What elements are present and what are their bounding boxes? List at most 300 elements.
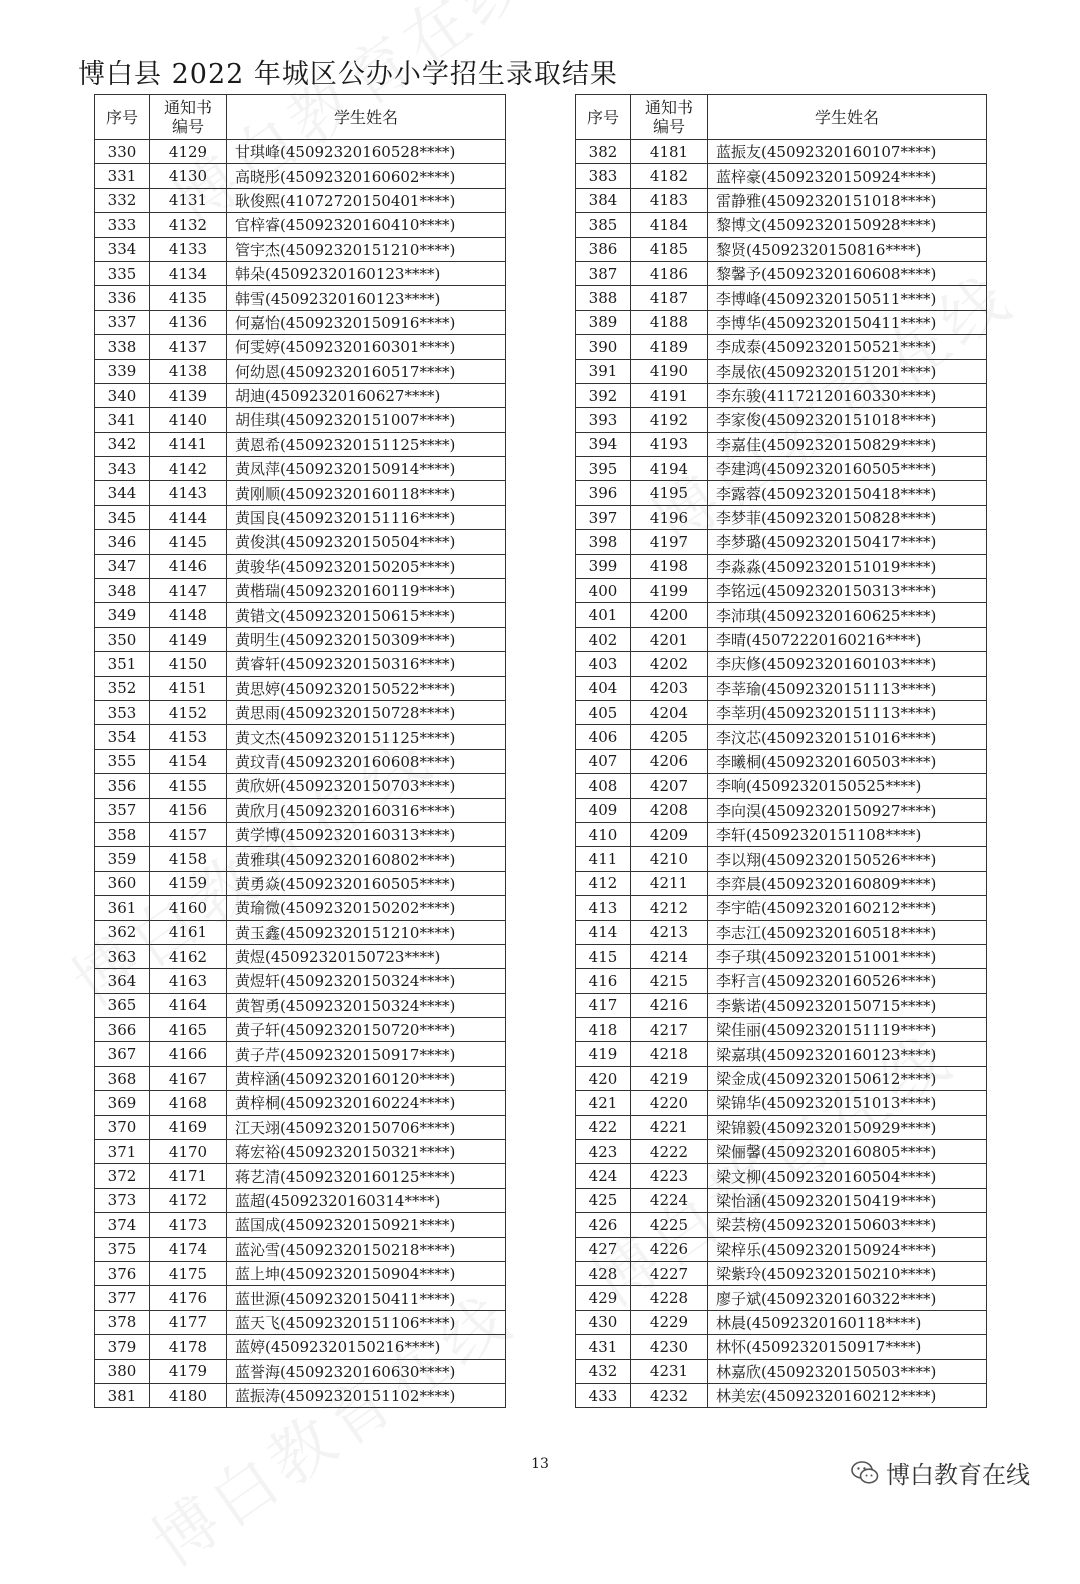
cell-student-name: 黎博文(45092320150928****) xyxy=(708,213,987,237)
table-row xyxy=(576,749,987,773)
cell-student-name: 黄错文(45092320150615****) xyxy=(227,603,506,627)
table-row xyxy=(576,310,987,334)
table-row xyxy=(576,1237,987,1261)
table-body-right xyxy=(576,140,987,1408)
cell-seq: 427 xyxy=(576,1237,631,1261)
cell-seq: 346 xyxy=(95,530,150,554)
cell-notice-number: 4195 xyxy=(631,481,708,505)
cell-notice-number: 4228 xyxy=(631,1286,708,1310)
header-seq: 序号 xyxy=(95,95,150,140)
admission-table-right xyxy=(575,94,987,1408)
cell-notice-number: 4212 xyxy=(631,896,708,920)
cell-seq: 418 xyxy=(576,1018,631,1042)
table-row xyxy=(576,164,987,188)
cell-notice-number: 4188 xyxy=(631,310,708,334)
table-row xyxy=(576,993,987,1017)
cell-student-name: 黄凤萍(45092320150914****) xyxy=(227,457,506,481)
cell-student-name: 李子琪(45092320151001****) xyxy=(708,944,987,968)
table-row xyxy=(95,944,506,968)
cell-seq: 386 xyxy=(576,237,631,261)
cell-notice-number: 4154 xyxy=(150,749,227,773)
cell-student-name: 李籽言(45092320160526****) xyxy=(708,969,987,993)
table-row xyxy=(95,1188,506,1212)
cell-seq: 363 xyxy=(95,944,150,968)
cell-notice-number: 4214 xyxy=(631,944,708,968)
table-row xyxy=(95,359,506,383)
table-row xyxy=(576,579,987,603)
cell-student-name: 蓝婷(45092320150216****) xyxy=(227,1335,506,1359)
table-row xyxy=(95,408,506,432)
cell-student-name: 管宇杰(45092320151210****) xyxy=(227,237,506,261)
cell-student-name: 梁嘉琪(45092320160123****) xyxy=(708,1042,987,1066)
table-row xyxy=(576,261,987,285)
cell-notice-number: 4230 xyxy=(631,1335,708,1359)
table-row xyxy=(576,700,987,724)
cell-student-name: 黄睿轩(45092320150316****) xyxy=(227,652,506,676)
cell-student-name: 黎馨予(45092320160608****) xyxy=(708,261,987,285)
cell-student-name: 黄欣月(45092320160316****) xyxy=(227,798,506,822)
header-notice-line2: 编号 xyxy=(171,117,204,136)
cell-student-name: 高晓彤(45092320160602****) xyxy=(227,164,506,188)
cell-notice-number: 4186 xyxy=(631,261,708,285)
header-student-name: 学生姓名 xyxy=(227,95,506,140)
cell-seq: 388 xyxy=(576,286,631,310)
wechat-icon xyxy=(850,1460,880,1486)
cell-student-name: 雷静雅(45092320151018****) xyxy=(708,188,987,212)
cell-notice-number: 4138 xyxy=(150,359,227,383)
table-row xyxy=(576,1164,987,1188)
cell-student-name: 李梦璐(45092320150417****) xyxy=(708,530,987,554)
cell-student-name: 蓝振涛(45092320151102****) xyxy=(227,1383,506,1407)
table-row xyxy=(576,457,987,481)
cell-notice-number: 4143 xyxy=(150,481,227,505)
cell-seq: 409 xyxy=(576,798,631,822)
table-row xyxy=(576,725,987,749)
table-row xyxy=(95,286,506,310)
cell-notice-number: 4229 xyxy=(631,1310,708,1334)
cell-student-name: 李紫诺(45092320150715****) xyxy=(708,993,987,1017)
table-row xyxy=(95,896,506,920)
cell-student-name: 黄子轩(45092320150720****) xyxy=(227,1018,506,1042)
cell-notice-number: 4198 xyxy=(631,554,708,578)
cell-seq: 341 xyxy=(95,408,150,432)
cell-student-name: 黄欣妍(45092320150703****) xyxy=(227,774,506,798)
cell-notice-number: 4147 xyxy=(150,579,227,603)
cell-notice-number: 4220 xyxy=(631,1091,708,1115)
table-row xyxy=(576,1383,987,1407)
cell-notice-number: 4184 xyxy=(631,213,708,237)
cell-seq: 376 xyxy=(95,1261,150,1285)
cell-seq: 385 xyxy=(576,213,631,237)
cell-student-name: 黄明生(45092320150309****) xyxy=(227,627,506,651)
cell-notice-number: 4151 xyxy=(150,676,227,700)
cell-notice-number: 4197 xyxy=(631,530,708,554)
cell-student-name: 李博峰(45092320150511****) xyxy=(708,286,987,310)
cell-notice-number: 4183 xyxy=(631,188,708,212)
cell-seq: 359 xyxy=(95,847,150,871)
cell-seq: 428 xyxy=(576,1261,631,1285)
cell-seq: 343 xyxy=(95,457,150,481)
cell-student-name: 李东骏(41172120160330****) xyxy=(708,383,987,407)
cell-student-name: 李曦桐(45092320160503****) xyxy=(708,749,987,773)
cell-seq: 400 xyxy=(576,579,631,603)
table-row xyxy=(576,286,987,310)
cell-seq: 394 xyxy=(576,432,631,456)
cell-notice-number: 4159 xyxy=(150,871,227,895)
cell-student-name: 韩朵(45092320160123****) xyxy=(227,261,506,285)
cell-seq: 390 xyxy=(576,335,631,359)
cell-notice-number: 4199 xyxy=(631,579,708,603)
cell-notice-number: 4168 xyxy=(150,1091,227,1115)
cell-seq: 356 xyxy=(95,774,150,798)
cell-notice-number: 4158 xyxy=(150,847,227,871)
cell-seq: 335 xyxy=(95,261,150,285)
cell-seq: 423 xyxy=(576,1140,631,1164)
cell-seq: 402 xyxy=(576,627,631,651)
cell-seq: 364 xyxy=(95,969,150,993)
cell-seq: 339 xyxy=(95,359,150,383)
cell-seq: 379 xyxy=(95,1335,150,1359)
cell-notice-number: 4177 xyxy=(150,1310,227,1334)
table-row xyxy=(576,505,987,529)
table-row xyxy=(95,1286,506,1310)
cell-notice-number: 4141 xyxy=(150,432,227,456)
cell-seq: 398 xyxy=(576,530,631,554)
cell-seq: 389 xyxy=(576,310,631,334)
cell-notice-number: 4201 xyxy=(631,627,708,651)
table-row xyxy=(576,603,987,627)
cell-student-name: 李梦菲(45092320150828****) xyxy=(708,505,987,529)
cell-seq: 338 xyxy=(95,335,150,359)
cell-seq: 426 xyxy=(576,1213,631,1237)
table-row xyxy=(95,920,506,944)
cell-seq: 377 xyxy=(95,1286,150,1310)
cell-seq: 382 xyxy=(576,140,631,164)
table-row xyxy=(95,871,506,895)
table-row xyxy=(95,1310,506,1334)
table-row xyxy=(95,140,506,164)
table-row xyxy=(95,261,506,285)
cell-student-name: 黄思婷(45092320150522****) xyxy=(227,676,506,700)
cell-notice-number: 4210 xyxy=(631,847,708,871)
cell-student-name: 黄瑜微(45092320150202****) xyxy=(227,896,506,920)
table-row xyxy=(95,603,506,627)
cell-student-name: 李志江(45092320160518****) xyxy=(708,920,987,944)
cell-notice-number: 4205 xyxy=(631,725,708,749)
table-row xyxy=(95,1091,506,1115)
cell-student-name: 李弈晨(45092320160809****) xyxy=(708,871,987,895)
header-student-name: 学生姓名 xyxy=(708,95,987,140)
cell-seq: 330 xyxy=(95,140,150,164)
cell-student-name: 甘琪峰(45092320160528****) xyxy=(227,140,506,164)
cell-student-name: 李宇皓(45092320160212****) xyxy=(708,896,987,920)
table-row xyxy=(95,1140,506,1164)
cell-notice-number: 4208 xyxy=(631,798,708,822)
cell-seq: 336 xyxy=(95,286,150,310)
cell-seq: 384 xyxy=(576,188,631,212)
cell-notice-number: 4217 xyxy=(631,1018,708,1042)
cell-notice-number: 4140 xyxy=(150,408,227,432)
table-row xyxy=(576,1335,987,1359)
cell-notice-number: 4132 xyxy=(150,213,227,237)
cell-student-name: 胡迪(45092320160627****) xyxy=(227,383,506,407)
cell-seq: 387 xyxy=(576,261,631,285)
cell-seq: 358 xyxy=(95,822,150,846)
cell-seq: 342 xyxy=(95,432,150,456)
cell-seq: 391 xyxy=(576,359,631,383)
brand-name: 博白教育在线 xyxy=(886,1461,1030,1489)
cell-notice-number: 4160 xyxy=(150,896,227,920)
cell-seq: 331 xyxy=(95,164,150,188)
cell-notice-number: 4222 xyxy=(631,1140,708,1164)
table-row xyxy=(576,1310,987,1334)
cell-notice-number: 4146 xyxy=(150,554,227,578)
table-header-row xyxy=(95,95,506,140)
table-row xyxy=(576,1066,987,1090)
cell-student-name: 黄智勇(45092320150324****) xyxy=(227,993,506,1017)
table-row xyxy=(95,774,506,798)
table-row xyxy=(95,627,506,651)
cell-student-name: 黄梓涵(45092320160120****) xyxy=(227,1066,506,1090)
table-row xyxy=(576,944,987,968)
table-row xyxy=(95,1237,506,1261)
cell-seq: 420 xyxy=(576,1066,631,1090)
cell-student-name: 黎贤(45092320150816****) xyxy=(708,237,987,261)
cell-notice-number: 4145 xyxy=(150,530,227,554)
cell-notice-number: 4173 xyxy=(150,1213,227,1237)
table-row xyxy=(95,676,506,700)
cell-student-name: 江天翊(45092320150706****) xyxy=(227,1115,506,1139)
cell-student-name: 李响(45092320150525****) xyxy=(708,774,987,798)
cell-seq: 381 xyxy=(95,1383,150,1407)
cell-seq: 410 xyxy=(576,822,631,846)
table-row xyxy=(576,1213,987,1237)
table-row xyxy=(95,188,506,212)
cell-seq: 340 xyxy=(95,383,150,407)
cell-seq: 411 xyxy=(576,847,631,871)
cell-seq: 349 xyxy=(95,603,150,627)
cell-student-name: 廖子斌(45092320160322****) xyxy=(708,1286,987,1310)
cell-seq: 413 xyxy=(576,896,631,920)
cell-student-name: 李嘉佳(45092320150829****) xyxy=(708,432,987,456)
table-row xyxy=(95,1066,506,1090)
cell-seq: 422 xyxy=(576,1115,631,1139)
cell-student-name: 蓝梓豪(45092320150924****) xyxy=(708,164,987,188)
table-row xyxy=(95,798,506,822)
table-row xyxy=(576,920,987,944)
cell-student-name: 林晨(45092320160118****) xyxy=(708,1310,987,1334)
cell-seq: 397 xyxy=(576,505,631,529)
cell-student-name: 何幼恩(45092320160517****) xyxy=(227,359,506,383)
table-row xyxy=(95,164,506,188)
table-row xyxy=(95,579,506,603)
cell-seq: 372 xyxy=(95,1164,150,1188)
cell-seq: 396 xyxy=(576,481,631,505)
cell-seq: 374 xyxy=(95,1213,150,1237)
cell-student-name: 蓝沁雪(45092320150218****) xyxy=(227,1237,506,1261)
table-row xyxy=(576,188,987,212)
cell-student-name: 黄煜轩(45092320150324****) xyxy=(227,969,506,993)
cell-student-name: 李庆修(45092320160103****) xyxy=(708,652,987,676)
cell-seq: 399 xyxy=(576,554,631,578)
table-row xyxy=(95,1018,506,1042)
cell-notice-number: 4215 xyxy=(631,969,708,993)
cell-seq: 352 xyxy=(95,676,150,700)
cell-seq: 337 xyxy=(95,310,150,334)
cell-notice-number: 4137 xyxy=(150,335,227,359)
table-header-row xyxy=(576,95,987,140)
cell-notice-number: 4131 xyxy=(150,188,227,212)
cell-student-name: 黄煜(45092320150723****) xyxy=(227,944,506,968)
cell-seq: 348 xyxy=(95,579,150,603)
cell-seq: 408 xyxy=(576,774,631,798)
cell-student-name: 黄骏华(45092320150205****) xyxy=(227,554,506,578)
table-row xyxy=(95,310,506,334)
table-row xyxy=(576,969,987,993)
cell-notice-number: 4211 xyxy=(631,871,708,895)
cell-seq: 419 xyxy=(576,1042,631,1066)
cell-notice-number: 4153 xyxy=(150,725,227,749)
table-row xyxy=(95,383,506,407)
cell-student-name: 黄刚顺(45092320160118****) xyxy=(227,481,506,505)
cell-notice-number: 4148 xyxy=(150,603,227,627)
cell-seq: 380 xyxy=(95,1359,150,1383)
cell-student-name: 李家俊(45092320151018****) xyxy=(708,408,987,432)
cell-student-name: 蓝国成(45092320150921****) xyxy=(227,1213,506,1237)
cell-notice-number: 4181 xyxy=(631,140,708,164)
cell-student-name: 蓝誉海(45092320160630****) xyxy=(227,1359,506,1383)
table-row xyxy=(95,554,506,578)
cell-notice-number: 4227 xyxy=(631,1261,708,1285)
table-row xyxy=(95,749,506,773)
cell-notice-number: 4174 xyxy=(150,1237,227,1261)
cell-notice-number: 4225 xyxy=(631,1213,708,1237)
cell-notice-number: 4203 xyxy=(631,676,708,700)
cell-student-name: 梁锦华(45092320151013****) xyxy=(708,1091,987,1115)
table-row xyxy=(576,1140,987,1164)
cell-student-name: 李莘瑜(45092320151113****) xyxy=(708,676,987,700)
table-row xyxy=(576,481,987,505)
table-row xyxy=(95,213,506,237)
cell-notice-number: 4219 xyxy=(631,1066,708,1090)
header-notice-number xyxy=(631,95,708,140)
cell-student-name: 李以翔(45092320150526****) xyxy=(708,847,987,871)
cell-notice-number: 4190 xyxy=(631,359,708,383)
table-row xyxy=(576,432,987,456)
cell-notice-number: 4206 xyxy=(631,749,708,773)
table-row xyxy=(95,481,506,505)
cell-student-name: 梁梓乐(45092320150924****) xyxy=(708,1237,987,1261)
header-notice-line1: 通知书 xyxy=(644,98,693,117)
cell-seq: 393 xyxy=(576,408,631,432)
cell-seq: 378 xyxy=(95,1310,150,1334)
cell-seq: 344 xyxy=(95,481,150,505)
cell-student-name: 官梓睿(45092320160410****) xyxy=(227,213,506,237)
cell-notice-number: 4224 xyxy=(631,1188,708,1212)
cell-notice-number: 4134 xyxy=(150,261,227,285)
table-row xyxy=(576,530,987,554)
table-row xyxy=(95,1042,506,1066)
cell-notice-number: 4135 xyxy=(150,286,227,310)
cell-notice-number: 4193 xyxy=(631,432,708,456)
cell-student-name: 李汶芯(45092320151016****) xyxy=(708,725,987,749)
table-row xyxy=(576,1018,987,1042)
cell-student-name: 何雯婷(45092320160301****) xyxy=(227,335,506,359)
table-row xyxy=(576,408,987,432)
table-row xyxy=(576,1091,987,1115)
table-row xyxy=(95,1261,506,1285)
table-row xyxy=(576,774,987,798)
cell-student-name: 耿俊熙(41072720150401****) xyxy=(227,188,506,212)
cell-notice-number: 4202 xyxy=(631,652,708,676)
table-row xyxy=(95,432,506,456)
table-row xyxy=(576,1115,987,1139)
table-row xyxy=(95,1115,506,1139)
cell-notice-number: 4170 xyxy=(150,1140,227,1164)
table-row xyxy=(95,1335,506,1359)
cell-notice-number: 4129 xyxy=(150,140,227,164)
cell-notice-number: 4191 xyxy=(631,383,708,407)
table-row xyxy=(95,237,506,261)
cell-notice-number: 4207 xyxy=(631,774,708,798)
table-row xyxy=(95,969,506,993)
cell-seq: 421 xyxy=(576,1091,631,1115)
cell-notice-number: 4178 xyxy=(150,1335,227,1359)
cell-student-name: 黄楷瑞(45092320160119****) xyxy=(227,579,506,603)
cell-notice-number: 4133 xyxy=(150,237,227,261)
cell-seq: 350 xyxy=(95,627,150,651)
cell-student-name: 蓝振友(45092320160107****) xyxy=(708,140,987,164)
cell-notice-number: 4165 xyxy=(150,1018,227,1042)
cell-seq: 415 xyxy=(576,944,631,968)
cell-student-name: 李轩(45092320151108****) xyxy=(708,822,987,846)
cell-student-name: 梁佳丽(45092320151119****) xyxy=(708,1018,987,1042)
cell-seq: 375 xyxy=(95,1237,150,1261)
cell-seq: 430 xyxy=(576,1310,631,1334)
table-row xyxy=(95,1383,506,1407)
table-row xyxy=(576,140,987,164)
cell-seq: 429 xyxy=(576,1286,631,1310)
cell-student-name: 李铭远(45092320150313****) xyxy=(708,579,987,603)
cell-student-name: 李向淏(45092320150927****) xyxy=(708,798,987,822)
cell-student-name: 黄思雨(45092320150728****) xyxy=(227,700,506,724)
cell-notice-number: 4167 xyxy=(150,1066,227,1090)
table-row xyxy=(576,383,987,407)
cell-student-name: 蓝超(45092320160314****) xyxy=(227,1188,506,1212)
cell-seq: 351 xyxy=(95,652,150,676)
cell-student-name: 黄子芹(45092320150917****) xyxy=(227,1042,506,1066)
cell-student-name: 李晴(45072220160216****) xyxy=(708,627,987,651)
cell-notice-number: 4155 xyxy=(150,774,227,798)
cell-notice-number: 4156 xyxy=(150,798,227,822)
cell-notice-number: 4136 xyxy=(150,310,227,334)
table-row xyxy=(576,627,987,651)
table-row xyxy=(576,359,987,383)
cell-student-name: 蓝上坤(45092320150904****) xyxy=(227,1261,506,1285)
cell-student-name: 胡佳琪(45092320151007****) xyxy=(227,408,506,432)
cell-student-name: 梁锦毅(45092320150929****) xyxy=(708,1115,987,1139)
cell-seq: 432 xyxy=(576,1359,631,1383)
table-row xyxy=(576,896,987,920)
cell-seq: 366 xyxy=(95,1018,150,1042)
cell-student-name: 梁紫玲(45092320150210****) xyxy=(708,1261,987,1285)
cell-seq: 354 xyxy=(95,725,150,749)
cell-notice-number: 4139 xyxy=(150,383,227,407)
table-row xyxy=(95,847,506,871)
cell-notice-number: 4194 xyxy=(631,457,708,481)
cell-seq: 353 xyxy=(95,700,150,724)
cell-notice-number: 4185 xyxy=(631,237,708,261)
